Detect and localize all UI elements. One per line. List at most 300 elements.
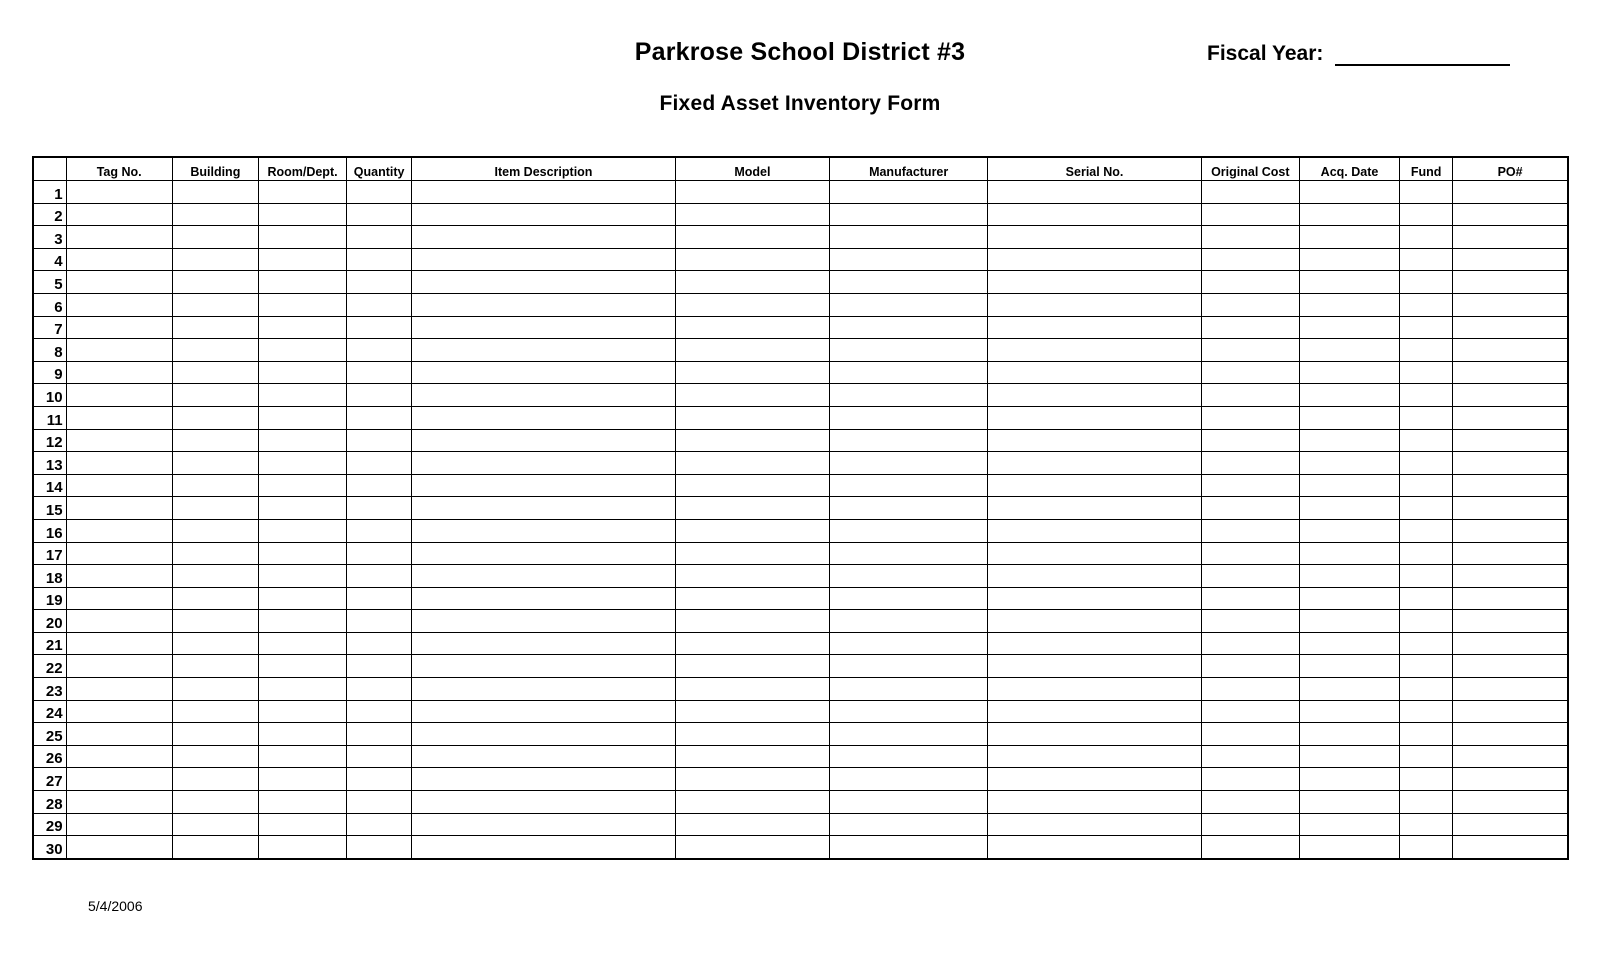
table-cell[interactable] <box>258 316 346 339</box>
table-cell[interactable] <box>412 655 676 678</box>
table-cell[interactable] <box>675 791 829 814</box>
table-cell[interactable] <box>675 610 829 633</box>
table-cell[interactable] <box>66 768 172 791</box>
table-cell[interactable] <box>258 723 346 746</box>
table-cell[interactable] <box>1299 542 1399 565</box>
table-cell[interactable] <box>1201 723 1299 746</box>
table-cell[interactable] <box>1201 203 1299 226</box>
table-cell[interactable] <box>1299 813 1399 836</box>
table-cell[interactable] <box>412 361 676 384</box>
table-cell[interactable] <box>1201 813 1299 836</box>
table-cell[interactable] <box>830 406 988 429</box>
table-cell[interactable] <box>258 542 346 565</box>
table-cell[interactable] <box>1453 723 1568 746</box>
table-cell[interactable] <box>412 452 676 475</box>
table-cell[interactable] <box>66 406 172 429</box>
table-cell[interactable] <box>1299 745 1399 768</box>
table-cell[interactable] <box>1400 565 1453 588</box>
table-cell[interactable] <box>1201 632 1299 655</box>
table-cell[interactable] <box>347 271 412 294</box>
table-cell[interactable] <box>1400 519 1453 542</box>
table-cell[interactable] <box>347 700 412 723</box>
table-cell[interactable] <box>1400 339 1453 362</box>
table-cell[interactable] <box>412 406 676 429</box>
table-cell[interactable] <box>675 678 829 701</box>
table-cell[interactable] <box>1299 452 1399 475</box>
table-cell[interactable] <box>988 700 1201 723</box>
table-cell[interactable] <box>347 203 412 226</box>
table-cell[interactable] <box>258 791 346 814</box>
table-cell[interactable] <box>988 813 1201 836</box>
table-cell[interactable] <box>172 497 258 520</box>
table-cell[interactable] <box>1453 519 1568 542</box>
table-cell[interactable] <box>830 587 988 610</box>
table-cell[interactable] <box>988 316 1201 339</box>
table-cell[interactable] <box>347 632 412 655</box>
table-cell[interactable] <box>347 339 412 362</box>
table-cell[interactable] <box>412 813 676 836</box>
table-cell[interactable] <box>1201 226 1299 249</box>
table-cell[interactable] <box>1453 791 1568 814</box>
table-cell[interactable] <box>675 723 829 746</box>
table-cell[interactable] <box>66 181 172 204</box>
table-cell[interactable] <box>830 836 988 859</box>
table-cell[interactable] <box>258 745 346 768</box>
table-cell[interactable] <box>988 452 1201 475</box>
table-cell[interactable] <box>66 474 172 497</box>
table-cell[interactable] <box>1299 791 1399 814</box>
table-cell[interactable] <box>66 519 172 542</box>
table-cell[interactable] <box>988 565 1201 588</box>
table-cell[interactable] <box>988 836 1201 859</box>
table-cell[interactable] <box>1400 452 1453 475</box>
table-cell[interactable] <box>172 565 258 588</box>
table-cell[interactable] <box>347 406 412 429</box>
table-cell[interactable] <box>675 293 829 316</box>
table-cell[interactable] <box>988 655 1201 678</box>
table-cell[interactable] <box>172 474 258 497</box>
table-cell[interactable] <box>347 587 412 610</box>
table-cell[interactable] <box>675 406 829 429</box>
table-cell[interactable] <box>1400 429 1453 452</box>
table-cell[interactable] <box>258 429 346 452</box>
table-cell[interactable] <box>830 723 988 746</box>
table-cell[interactable] <box>1400 745 1453 768</box>
table-cell[interactable] <box>172 293 258 316</box>
table-cell[interactable] <box>988 271 1201 294</box>
table-cell[interactable] <box>1299 655 1399 678</box>
table-cell[interactable] <box>1400 384 1453 407</box>
table-cell[interactable] <box>258 406 346 429</box>
table-cell[interactable] <box>988 723 1201 746</box>
table-cell[interactable] <box>172 271 258 294</box>
table-cell[interactable] <box>1400 700 1453 723</box>
table-cell[interactable] <box>172 203 258 226</box>
table-cell[interactable] <box>830 655 988 678</box>
table-cell[interactable] <box>1201 587 1299 610</box>
table-cell[interactable] <box>675 384 829 407</box>
table-cell[interactable] <box>172 610 258 633</box>
table-cell[interactable] <box>1299 406 1399 429</box>
table-cell[interactable] <box>172 700 258 723</box>
table-cell[interactable] <box>830 361 988 384</box>
table-cell[interactable] <box>1400 836 1453 859</box>
table-cell[interactable] <box>66 723 172 746</box>
table-cell[interactable] <box>675 271 829 294</box>
table-cell[interactable] <box>172 226 258 249</box>
table-cell[interactable] <box>830 474 988 497</box>
table-cell[interactable] <box>347 452 412 475</box>
table-cell[interactable] <box>1201 610 1299 633</box>
table-cell[interactable] <box>66 226 172 249</box>
table-cell[interactable] <box>1201 316 1299 339</box>
table-cell[interactable] <box>1201 519 1299 542</box>
table-cell[interactable] <box>830 632 988 655</box>
table-cell[interactable] <box>347 768 412 791</box>
table-cell[interactable] <box>258 610 346 633</box>
table-cell[interactable] <box>258 248 346 271</box>
table-cell[interactable] <box>258 474 346 497</box>
table-cell[interactable] <box>66 339 172 362</box>
table-cell[interactable] <box>172 655 258 678</box>
table-cell[interactable] <box>988 632 1201 655</box>
table-cell[interactable] <box>675 361 829 384</box>
table-cell[interactable] <box>1201 293 1299 316</box>
table-cell[interactable] <box>347 655 412 678</box>
table-cell[interactable] <box>675 429 829 452</box>
table-cell[interactable] <box>412 587 676 610</box>
table-cell[interactable] <box>412 723 676 746</box>
table-cell[interactable] <box>66 836 172 859</box>
table-cell[interactable] <box>412 745 676 768</box>
table-cell[interactable] <box>675 587 829 610</box>
table-cell[interactable] <box>66 293 172 316</box>
table-cell[interactable] <box>1453 610 1568 633</box>
table-cell[interactable] <box>412 429 676 452</box>
table-cell[interactable] <box>347 474 412 497</box>
table-cell[interactable] <box>412 384 676 407</box>
table-cell[interactable] <box>347 226 412 249</box>
table-cell[interactable] <box>66 587 172 610</box>
table-cell[interactable] <box>258 271 346 294</box>
table-cell[interactable] <box>988 248 1201 271</box>
table-cell[interactable] <box>1453 565 1568 588</box>
table-cell[interactable] <box>830 542 988 565</box>
table-cell[interactable] <box>1400 316 1453 339</box>
table-cell[interactable] <box>1453 745 1568 768</box>
table-cell[interactable] <box>675 565 829 588</box>
table-cell[interactable] <box>347 293 412 316</box>
table-cell[interactable] <box>66 452 172 475</box>
table-cell[interactable] <box>1299 587 1399 610</box>
table-cell[interactable] <box>66 632 172 655</box>
table-cell[interactable] <box>675 316 829 339</box>
table-cell[interactable] <box>172 452 258 475</box>
table-cell[interactable] <box>1400 406 1453 429</box>
table-cell[interactable] <box>1400 497 1453 520</box>
table-cell[interactable] <box>66 678 172 701</box>
table-cell[interactable] <box>988 587 1201 610</box>
table-cell[interactable] <box>1453 361 1568 384</box>
table-cell[interactable] <box>1299 384 1399 407</box>
table-cell[interactable] <box>66 700 172 723</box>
table-cell[interactable] <box>988 791 1201 814</box>
table-cell[interactable] <box>1453 181 1568 204</box>
table-cell[interactable] <box>1299 181 1399 204</box>
table-cell[interactable] <box>1400 293 1453 316</box>
table-cell[interactable] <box>1201 655 1299 678</box>
table-cell[interactable] <box>988 610 1201 633</box>
table-cell[interactable] <box>1299 610 1399 633</box>
table-cell[interactable] <box>1201 452 1299 475</box>
table-cell[interactable] <box>675 632 829 655</box>
table-cell[interactable] <box>1299 429 1399 452</box>
table-cell[interactable] <box>66 565 172 588</box>
table-cell[interactable] <box>988 181 1201 204</box>
table-cell[interactable] <box>830 293 988 316</box>
table-cell[interactable] <box>66 745 172 768</box>
table-cell[interactable] <box>412 700 676 723</box>
table-cell[interactable] <box>258 813 346 836</box>
table-cell[interactable] <box>1453 655 1568 678</box>
table-cell[interactable] <box>1299 226 1399 249</box>
table-cell[interactable] <box>1299 248 1399 271</box>
table-cell[interactable] <box>830 248 988 271</box>
table-cell[interactable] <box>172 836 258 859</box>
table-cell[interactable] <box>412 519 676 542</box>
table-cell[interactable] <box>1201 745 1299 768</box>
table-cell[interactable] <box>1453 768 1568 791</box>
table-cell[interactable] <box>1201 248 1299 271</box>
table-cell[interactable] <box>1201 768 1299 791</box>
table-cell[interactable] <box>1201 700 1299 723</box>
table-cell[interactable] <box>830 791 988 814</box>
table-cell[interactable] <box>1453 474 1568 497</box>
table-cell[interactable] <box>1299 293 1399 316</box>
table-cell[interactable] <box>1299 632 1399 655</box>
table-cell[interactable] <box>988 745 1201 768</box>
table-cell[interactable] <box>1453 406 1568 429</box>
table-cell[interactable] <box>1453 271 1568 294</box>
table-cell[interactable] <box>1299 565 1399 588</box>
table-cell[interactable] <box>1299 768 1399 791</box>
table-cell[interactable] <box>347 723 412 746</box>
table-cell[interactable] <box>1400 181 1453 204</box>
table-cell[interactable] <box>412 293 676 316</box>
table-cell[interactable] <box>347 678 412 701</box>
table-cell[interactable] <box>258 678 346 701</box>
table-cell[interactable] <box>830 316 988 339</box>
table-cell[interactable] <box>1299 678 1399 701</box>
table-cell[interactable] <box>988 293 1201 316</box>
table-cell[interactable] <box>1299 700 1399 723</box>
table-cell[interactable] <box>1453 429 1568 452</box>
table-cell[interactable] <box>258 226 346 249</box>
table-cell[interactable] <box>258 587 346 610</box>
table-cell[interactable] <box>988 339 1201 362</box>
table-cell[interactable] <box>1453 587 1568 610</box>
table-cell[interactable] <box>258 181 346 204</box>
table-cell[interactable] <box>412 632 676 655</box>
table-cell[interactable] <box>412 791 676 814</box>
table-cell[interactable] <box>258 836 346 859</box>
table-cell[interactable] <box>830 384 988 407</box>
table-cell[interactable] <box>830 271 988 294</box>
table-cell[interactable] <box>1400 248 1453 271</box>
table-cell[interactable] <box>1400 226 1453 249</box>
table-cell[interactable] <box>347 745 412 768</box>
table-cell[interactable] <box>1201 474 1299 497</box>
table-cell[interactable] <box>830 700 988 723</box>
table-cell[interactable] <box>1453 700 1568 723</box>
table-cell[interactable] <box>66 361 172 384</box>
table-cell[interactable] <box>172 406 258 429</box>
table-cell[interactable] <box>258 700 346 723</box>
table-cell[interactable] <box>66 248 172 271</box>
table-cell[interactable] <box>258 293 346 316</box>
table-cell[interactable] <box>347 519 412 542</box>
table-cell[interactable] <box>1453 316 1568 339</box>
fiscal-year-blank[interactable] <box>1335 42 1510 66</box>
table-cell[interactable] <box>1453 678 1568 701</box>
table-cell[interactable] <box>66 610 172 633</box>
table-cell[interactable] <box>988 429 1201 452</box>
table-cell[interactable] <box>172 632 258 655</box>
table-cell[interactable] <box>412 271 676 294</box>
table-cell[interactable] <box>830 429 988 452</box>
table-cell[interactable] <box>1299 497 1399 520</box>
table-cell[interactable] <box>172 339 258 362</box>
table-cell[interactable] <box>412 768 676 791</box>
table-cell[interactable] <box>1201 678 1299 701</box>
table-cell[interactable] <box>66 813 172 836</box>
table-cell[interactable] <box>347 429 412 452</box>
table-cell[interactable] <box>258 632 346 655</box>
table-cell[interactable] <box>1453 293 1568 316</box>
table-cell[interactable] <box>172 181 258 204</box>
table-cell[interactable] <box>830 768 988 791</box>
table-cell[interactable] <box>172 361 258 384</box>
table-cell[interactable] <box>1453 813 1568 836</box>
table-cell[interactable] <box>1453 542 1568 565</box>
table-cell[interactable] <box>258 452 346 475</box>
table-cell[interactable] <box>1453 384 1568 407</box>
table-cell[interactable] <box>1400 542 1453 565</box>
table-cell[interactable] <box>66 271 172 294</box>
table-cell[interactable] <box>1299 271 1399 294</box>
table-cell[interactable] <box>347 542 412 565</box>
table-cell[interactable] <box>675 248 829 271</box>
table-cell[interactable] <box>1299 723 1399 746</box>
table-cell[interactable] <box>675 519 829 542</box>
table-cell[interactable] <box>347 610 412 633</box>
table-cell[interactable] <box>412 226 676 249</box>
table-cell[interactable] <box>988 203 1201 226</box>
table-cell[interactable] <box>172 678 258 701</box>
table-cell[interactable] <box>1400 474 1453 497</box>
table-cell[interactable] <box>347 248 412 271</box>
table-cell[interactable] <box>830 610 988 633</box>
table-cell[interactable] <box>258 655 346 678</box>
table-cell[interactable] <box>412 836 676 859</box>
table-cell[interactable] <box>1453 452 1568 475</box>
table-cell[interactable] <box>412 542 676 565</box>
table-cell[interactable] <box>988 474 1201 497</box>
table-cell[interactable] <box>1201 384 1299 407</box>
table-cell[interactable] <box>412 610 676 633</box>
table-cell[interactable] <box>1201 791 1299 814</box>
table-cell[interactable] <box>258 565 346 588</box>
table-cell[interactable] <box>988 542 1201 565</box>
table-cell[interactable] <box>1400 271 1453 294</box>
table-cell[interactable] <box>258 361 346 384</box>
table-cell[interactable] <box>347 361 412 384</box>
table-cell[interactable] <box>988 678 1201 701</box>
table-cell[interactable] <box>675 768 829 791</box>
table-cell[interactable] <box>1201 406 1299 429</box>
table-cell[interactable] <box>675 700 829 723</box>
table-cell[interactable] <box>1400 813 1453 836</box>
table-cell[interactable] <box>1400 587 1453 610</box>
table-cell[interactable] <box>1400 791 1453 814</box>
table-cell[interactable] <box>1400 203 1453 226</box>
table-cell[interactable] <box>258 339 346 362</box>
table-cell[interactable] <box>412 316 676 339</box>
table-cell[interactable] <box>675 836 829 859</box>
table-cell[interactable] <box>412 339 676 362</box>
table-cell[interactable] <box>1201 271 1299 294</box>
table-cell[interactable] <box>830 565 988 588</box>
table-cell[interactable] <box>1299 339 1399 362</box>
table-cell[interactable] <box>1453 339 1568 362</box>
table-cell[interactable] <box>258 519 346 542</box>
table-cell[interactable] <box>830 181 988 204</box>
table-cell[interactable] <box>830 497 988 520</box>
table-cell[interactable] <box>988 361 1201 384</box>
table-cell[interactable] <box>1400 610 1453 633</box>
table-cell[interactable] <box>258 203 346 226</box>
table-cell[interactable] <box>347 813 412 836</box>
table-cell[interactable] <box>675 745 829 768</box>
table-cell[interactable] <box>675 474 829 497</box>
table-cell[interactable] <box>1453 248 1568 271</box>
table-cell[interactable] <box>675 813 829 836</box>
table-cell[interactable] <box>675 452 829 475</box>
table-cell[interactable] <box>66 316 172 339</box>
table-cell[interactable] <box>172 723 258 746</box>
table-cell[interactable] <box>1400 678 1453 701</box>
table-cell[interactable] <box>258 768 346 791</box>
table-cell[interactable] <box>1201 429 1299 452</box>
table-cell[interactable] <box>172 791 258 814</box>
table-cell[interactable] <box>66 384 172 407</box>
table-cell[interactable] <box>1453 497 1568 520</box>
table-cell[interactable] <box>1453 226 1568 249</box>
table-cell[interactable] <box>1299 474 1399 497</box>
table-cell[interactable] <box>1201 339 1299 362</box>
table-cell[interactable] <box>1299 519 1399 542</box>
table-cell[interactable] <box>675 339 829 362</box>
table-cell[interactable] <box>412 565 676 588</box>
table-cell[interactable] <box>1453 632 1568 655</box>
table-cell[interactable] <box>258 384 346 407</box>
table-cell[interactable] <box>675 655 829 678</box>
table-cell[interactable] <box>347 497 412 520</box>
table-cell[interactable] <box>412 203 676 226</box>
table-cell[interactable] <box>66 542 172 565</box>
table-cell[interactable] <box>412 474 676 497</box>
table-cell[interactable] <box>988 384 1201 407</box>
